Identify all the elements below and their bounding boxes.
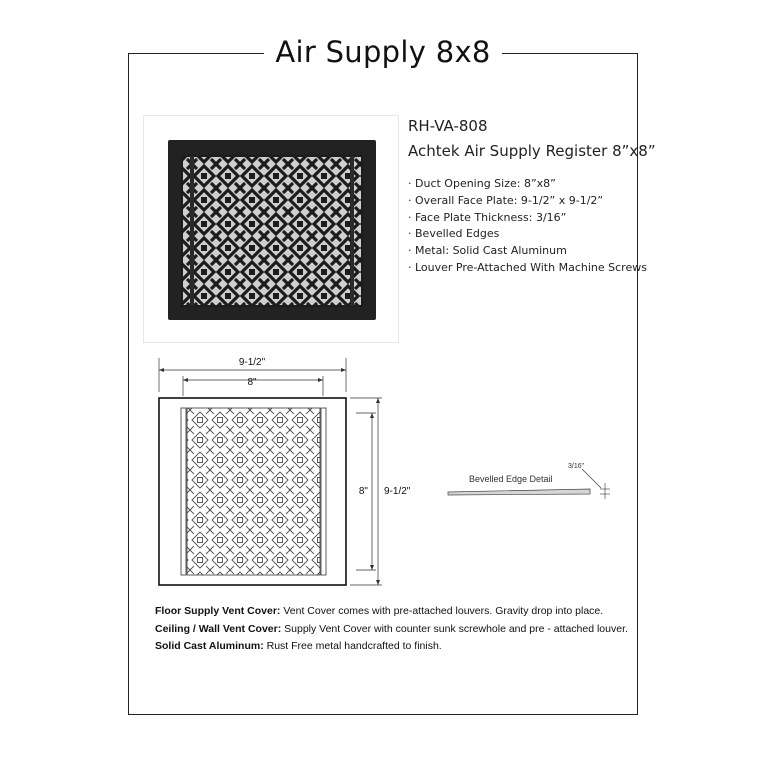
bevel-profile	[448, 489, 590, 495]
spec-item: · Face Plate Thickness: 3/16”	[408, 210, 647, 227]
dim-side-outer: 9-1/2"	[384, 486, 411, 497]
spec-item: · Bevelled Edges	[408, 226, 647, 243]
edge-thickness-label: 3/16"	[568, 463, 585, 470]
louver-pattern	[187, 408, 320, 575]
edge-detail-label: Bevelled Edge Detail	[469, 474, 553, 484]
spec-list	[408, 176, 647, 277]
dim-side-inner: 8"	[358, 486, 368, 497]
product-name: Achtek Air Supply Register 8”x8”	[408, 142, 656, 160]
spec-item: · Duct Opening Size: 8”x8”	[408, 176, 647, 193]
spec-item: · Overall Face Plate: 9-1/2” x 9-1/2”	[408, 193, 647, 210]
note-floor: Floor Supply Vent Cover: Vent Cover comes with pre-attached louvers. Gravity drop into place.	[155, 605, 604, 617]
spec-item: · Metal: Solid Cast Aluminum	[408, 243, 647, 260]
page-title: Air Supply 8x8	[264, 30, 502, 74]
product-sku: RH-VA-808	[408, 117, 488, 135]
product-photo	[143, 115, 399, 343]
note-ceiling-wall: Ceiling / Wall Vent Cover: Supply Vent Cover with counter sunk screwhole and pre - attached louver.	[155, 622, 628, 635]
bevelled-edge-detail	[440, 455, 620, 515]
notes-block	[155, 603, 628, 656]
dimension-drawing	[150, 350, 430, 590]
dim-top-outer: 9-1/2"	[238, 357, 266, 368]
note-cast-aluminum: Solid Cast Aluminum: Rust Free metal handcrafted to finish.	[155, 640, 442, 652]
spec-item: · Louver Pre-Attached With Machine Screws	[408, 260, 647, 277]
grille-photo-image	[168, 140, 376, 320]
dim-top-inner: 8"	[247, 377, 257, 388]
thickness-dimension	[582, 469, 610, 499]
